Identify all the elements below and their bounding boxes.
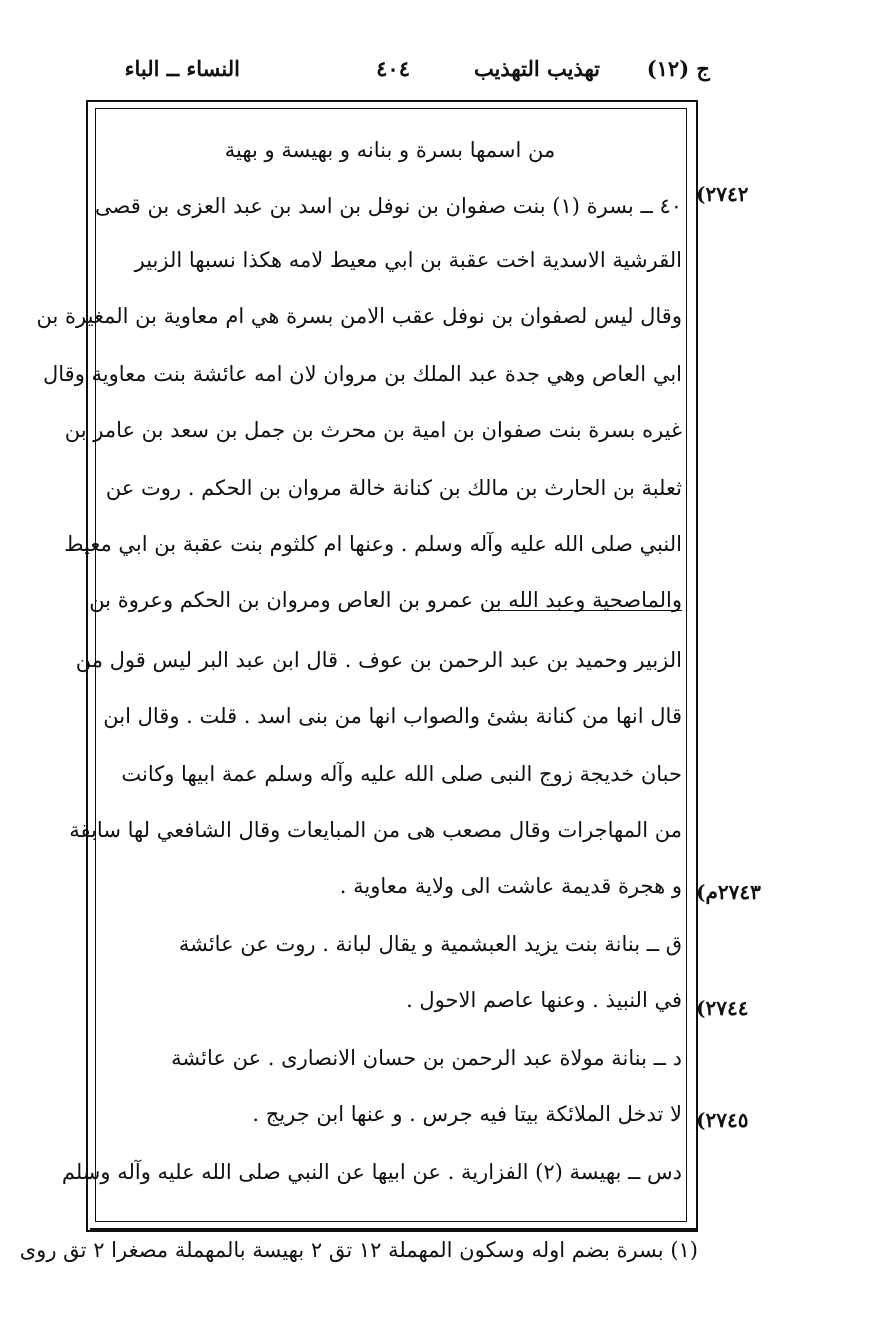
text-line: ابي العاص وهي جدة عبد الملك بن مروان لان امه عائشة بنت معاوية وقال bbox=[43, 362, 682, 386]
text-line: وقال ليس لصفوان بن نوفل عقب الامن بسرة هي ام معاوية بن المغيرة بن bbox=[36, 304, 682, 328]
text-line: ثعلبة بن الحارث بن مالك بن كنانة خالة مروان بن الحكم . روت عن bbox=[105, 476, 682, 500]
page-header bbox=[60, 50, 710, 90]
text-line: قال انها من كنانة بشئ والصواب انها من بنى اسد . قلت . وقال ابن bbox=[103, 704, 682, 728]
entry-number: (٢٧٤٤ bbox=[696, 996, 749, 1020]
text-line: و هجرة قديمة عاشت الى ولاية معاوية . bbox=[339, 874, 682, 898]
section-title: من اسمها بسرة و بنانه و بهيسة و بهية bbox=[224, 138, 556, 162]
text-line: ق ــ بنانة بنت يزيد العبشمية و يقال لبانة . روت عن عائشة bbox=[178, 932, 682, 956]
page-number: ٤٠٤ bbox=[376, 56, 410, 81]
text-line: الزبير وحميد بن عبد الرحمن بن عوف . قال ابن عبد البر ليس قول من bbox=[75, 648, 682, 672]
entry-number: (٢٧٤٥ bbox=[696, 1108, 749, 1132]
text-line: لا تدخل الملائكة بيتا فيه جرس . و عنها ابن جريج . bbox=[252, 1102, 682, 1126]
text-line: من المهاجرات وقال مصعب هى من المبايعات وقال الشافعي لها سابقة bbox=[69, 818, 682, 842]
entry-number: (٢٧٤٢ bbox=[696, 182, 749, 206]
text-line: غيره بسرة بنت صفوان بن امية بن محرث بن جمل بن سعد بن عامر بن bbox=[64, 418, 682, 442]
bottom-rule bbox=[90, 1228, 696, 1231]
text-line: النبي صلى الله عليه وآله وسلم . وعنها ام كلثوم بنت عقبة بن ابي معيط bbox=[64, 532, 682, 556]
book-title: تهذيب التهذيب bbox=[473, 56, 600, 81]
footnote: (١) بسرة بضم اوله وسكون المهملة ١٢ تق ٢ بهيسة بالمهملة مصغرا ٢ تق روى bbox=[19, 1238, 698, 1262]
text-line: والماصحية وعبد الله بن عمرو بن العاص ومروان بن الحكم وعروة بن bbox=[89, 588, 682, 612]
text-line: القرشية الاسدية اخت عقبة بن ابي معيط لامه هكذا نسبها الزبير bbox=[134, 248, 682, 272]
volume-number: ج (١٢) bbox=[646, 56, 710, 81]
section-name: النساء ــ الباء bbox=[124, 56, 240, 81]
underline-mark bbox=[482, 610, 682, 611]
text-line: في النبيذ . وعنها عاصم الاحول . bbox=[406, 988, 682, 1012]
text-line: دس ــ بهيسة (٢) الفزارية . عن ابيها عن النبي صلى الله عليه وآله وسلم bbox=[61, 1160, 682, 1184]
text-line: ٤٠ ــ بسرة (١) بنت صفوان بن نوفل بن اسد بن عبد العزى بن قصى bbox=[95, 194, 682, 218]
text-line: د ــ بنانة مولاة عبد الرحمن بن حسان الانصارى . عن عائشة bbox=[171, 1046, 682, 1070]
text-line: حبان خديجة زوج النبى صلى الله عليه وآله وسلم عمة ابيها وكانت bbox=[121, 762, 682, 786]
entry-number: (٢٧٤٣م bbox=[696, 880, 761, 904]
